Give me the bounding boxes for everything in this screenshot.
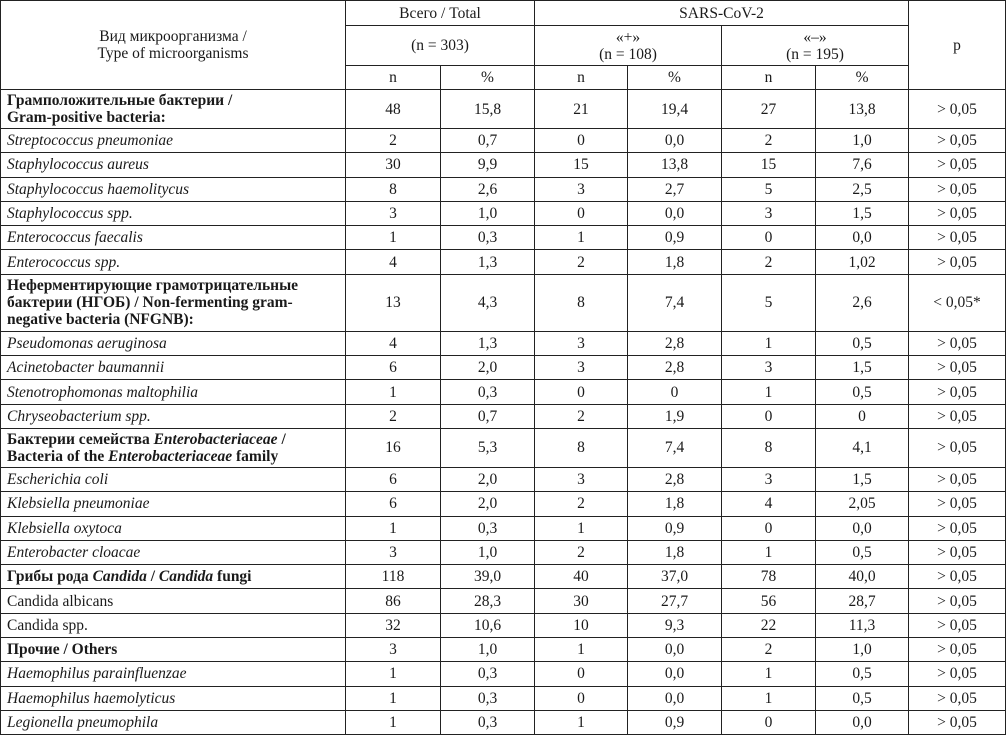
- organism-name: [1, 638, 346, 662]
- total-n-cell: 8: [346, 177, 441, 201]
- negative-pct-cell: 1,5: [816, 467, 909, 491]
- organism-name: [1, 274, 346, 331]
- organism-name-part: Enterobacter cloacae: [7, 544, 141, 561]
- total-n-cell: 6: [346, 356, 441, 380]
- organism-name: [1, 686, 346, 710]
- organism-name: [1, 589, 346, 613]
- table-row: [1, 540, 1006, 564]
- organism-name: [1, 331, 346, 355]
- negative-n-cell: 0: [722, 404, 816, 428]
- negative-pct-cell: 2,05: [816, 492, 909, 516]
- table-row: [1, 201, 1006, 225]
- negative-n-cell: 2: [722, 638, 816, 662]
- positive-n-cell: 1: [535, 638, 628, 662]
- p-value-cell: > 0,05: [909, 129, 1006, 153]
- positive-n-cell: 30: [535, 589, 628, 613]
- positive-pct-cell: 0: [628, 380, 722, 404]
- organism-name-part: Прочие / Others: [7, 641, 118, 659]
- p-value-cell: > 0,05: [909, 226, 1006, 250]
- organism-name-part: Enterobacteriaceae: [108, 447, 233, 465]
- table-row: [1, 380, 1006, 404]
- organism-name-part: Candida: [92, 568, 147, 586]
- subheader-n: n: [346, 66, 441, 90]
- positive-pct-cell: 0,0: [628, 201, 722, 225]
- p-value-cell: > 0,05: [909, 492, 1006, 516]
- positive-n-cell: 0: [535, 201, 628, 225]
- table-row: [1, 516, 1006, 540]
- negative-pct-cell: 1,5: [816, 201, 909, 225]
- total-n-cell: 1: [346, 662, 441, 686]
- negative-pct-cell: 13,8: [816, 90, 909, 129]
- total-pct-cell: 2,0: [441, 492, 535, 516]
- p-value-cell: > 0,05: [909, 404, 1006, 428]
- table-row: [1, 565, 1006, 589]
- total-pct-cell: 39,0: [441, 565, 535, 589]
- negative-n-cell: 4: [722, 492, 816, 516]
- positive-pct-cell: 0,9: [628, 226, 722, 250]
- negative-pct-cell: 1,0: [816, 638, 909, 662]
- positive-pct-cell: 2,8: [628, 467, 722, 491]
- p-value-cell: > 0,05: [909, 540, 1006, 564]
- total-pct-cell: 4,3: [441, 274, 535, 331]
- total-n-cell: 2: [346, 129, 441, 153]
- positive-n-cell: 1: [535, 516, 628, 540]
- negative-pct-cell: 4,1: [816, 428, 909, 467]
- subheader-pct: %: [816, 66, 909, 90]
- total-pct-cell: 0,3: [441, 380, 535, 404]
- positive-n-cell: 8: [535, 428, 628, 467]
- organism-name: [1, 404, 346, 428]
- table-row: [1, 226, 1006, 250]
- negative-pct-cell: 0,0: [816, 710, 909, 734]
- organism-name-part: Staphylococcus spp.: [7, 205, 133, 223]
- positive-pct-cell: 0,9: [628, 516, 722, 540]
- table-row: [1, 686, 1006, 710]
- negative-n-cell: 1: [722, 662, 816, 686]
- negative-pct-cell: 0,5: [816, 331, 909, 355]
- total-pct-cell: 0,3: [441, 686, 535, 710]
- organism-name-part: Enterococcus faecalis: [7, 229, 143, 247]
- negative-pct-cell: 0,5: [816, 686, 909, 710]
- organism-name-part: Staphylococcus aureus: [7, 156, 149, 174]
- negative-pct-cell: 0,0: [816, 226, 909, 250]
- negative-pct-cell: 28,7: [816, 589, 909, 613]
- organism-name-part: Enterobacteriaceae: [153, 430, 278, 448]
- organism-name: [1, 613, 346, 637]
- negative-n-cell: 5: [722, 177, 816, 201]
- column-header-type: Вид микроорганизма / Type of microorganisms: [1, 1, 346, 90]
- negative-n-cell: 56: [722, 589, 816, 613]
- positive-pct-cell: 1,8: [628, 250, 722, 274]
- p-value-cell: > 0,05: [909, 565, 1006, 589]
- total-pct-cell: 28,3: [441, 589, 535, 613]
- column-header-total: Всего / Total: [346, 1, 535, 26]
- total-pct-cell: 0,3: [441, 662, 535, 686]
- total-pct-cell: 1,0: [441, 540, 535, 564]
- positive-pct-cell: 0,9: [628, 710, 722, 734]
- negative-pct-cell: 0,0: [816, 516, 909, 540]
- negative-pct-cell: 2,5: [816, 177, 909, 201]
- organism-name-part: / Bacteria of the: [7, 430, 286, 465]
- organism-name-part: Haemophilus haemolyticus: [7, 689, 176, 707]
- organism-name: [1, 177, 346, 201]
- total-pct-cell: 5,3: [441, 428, 535, 467]
- positive-pct-cell: 19,4: [628, 90, 722, 129]
- organism-name: [1, 516, 346, 540]
- positive-n-cell: 8: [535, 274, 628, 331]
- total-n-cell: 48: [346, 90, 441, 129]
- positive-pct-cell: 13,8: [628, 153, 722, 177]
- total-pct-cell: 1,0: [441, 201, 535, 225]
- organism-name: [1, 90, 346, 129]
- table-row: [1, 404, 1006, 428]
- total-n-cell: 16: [346, 428, 441, 467]
- negative-pct-cell: 0: [816, 404, 909, 428]
- table-row: [1, 662, 1006, 686]
- total-n-cell: 6: [346, 467, 441, 491]
- p-value-cell: < 0,05*: [909, 274, 1006, 331]
- organism-name-part: Грамположительные бактерии / Gram-positive bacteria:: [7, 92, 233, 126]
- column-header-total-n: (n = 303): [346, 26, 535, 66]
- negative-n-cell: 2: [722, 250, 816, 274]
- positive-n-cell: 0: [535, 686, 628, 710]
- negative-n-cell: 27: [722, 90, 816, 129]
- positive-pct-cell: 7,4: [628, 428, 722, 467]
- table-row: [1, 177, 1006, 201]
- negative-n-cell: 5: [722, 274, 816, 331]
- negative-n-cell: 22: [722, 613, 816, 637]
- positive-n-cell: 3: [535, 331, 628, 355]
- negative-pct-cell: 7,6: [816, 153, 909, 177]
- negative-n-cell: 1: [722, 540, 816, 564]
- negative-n-cell: 1: [722, 686, 816, 710]
- total-n-cell: 118: [346, 565, 441, 589]
- positive-pct-cell: 2,8: [628, 356, 722, 380]
- total-n-cell: 3: [346, 540, 441, 564]
- p-value-cell: > 0,05: [909, 201, 1006, 225]
- negative-pct-cell: 1,02: [816, 250, 909, 274]
- organism-name-part: Candida spp.: [7, 616, 88, 634]
- total-pct-cell: 2,0: [441, 467, 535, 491]
- p-value-cell: > 0,05: [909, 710, 1006, 734]
- organism-name: [1, 226, 346, 250]
- total-n-cell: 1: [346, 516, 441, 540]
- organism-name: [1, 201, 346, 225]
- positive-n-cell: 3: [535, 356, 628, 380]
- table-row: [1, 467, 1006, 491]
- organism-name: [1, 565, 346, 589]
- p-value-cell: > 0,05: [909, 90, 1006, 129]
- negative-pct-cell: 1,5: [816, 356, 909, 380]
- organism-name-part: Stenotrophomonas maltophilia: [7, 383, 199, 401]
- organism-name-part: Enterococcus spp.: [7, 253, 121, 271]
- organism-name: [1, 467, 346, 491]
- column-header-positive: «+» (n = 108): [535, 26, 722, 66]
- organism-name: [1, 129, 346, 153]
- negative-pct-cell: 0,5: [816, 380, 909, 404]
- total-pct-cell: 15,8: [441, 90, 535, 129]
- organism-name-part: Escherichia coli: [7, 471, 109, 489]
- total-pct-cell: 0,3: [441, 710, 535, 734]
- positive-pct-cell: 0,0: [628, 662, 722, 686]
- positive-n-cell: 1: [535, 710, 628, 734]
- organism-name-part: /: [146, 568, 159, 586]
- positive-pct-cell: 27,7: [628, 589, 722, 613]
- organism-name-part: Pseudomonas aeruginosa: [7, 334, 167, 352]
- table-row: [1, 613, 1006, 637]
- table-body: [1, 90, 1006, 735]
- total-n-cell: 1: [346, 686, 441, 710]
- subheader-n: n: [722, 66, 816, 90]
- total-pct-cell: 0,3: [441, 516, 535, 540]
- organism-name-part: fungi: [213, 568, 252, 586]
- p-value-cell: > 0,05: [909, 250, 1006, 274]
- total-pct-cell: 9,9: [441, 153, 535, 177]
- column-header-sars: SARS-CoV-2: [535, 1, 909, 26]
- total-n-cell: 4: [346, 250, 441, 274]
- positive-n-cell: 2: [535, 540, 628, 564]
- table-row: [1, 428, 1006, 467]
- negative-pct-cell: 1,0: [816, 129, 909, 153]
- p-value-cell: > 0,05: [909, 380, 1006, 404]
- organism-name-part: Candida albicans: [7, 592, 114, 610]
- organism-name: [1, 492, 346, 516]
- positive-pct-cell: 2,8: [628, 331, 722, 355]
- negative-n-cell: 78: [722, 565, 816, 589]
- table-row: [1, 492, 1006, 516]
- total-n-cell: 3: [346, 201, 441, 225]
- column-header-negative: «–» (n = 195): [722, 26, 909, 66]
- organism-name-part: Candida: [158, 568, 214, 586]
- total-n-cell: 32: [346, 613, 441, 637]
- total-pct-cell: 2,6: [441, 177, 535, 201]
- positive-pct-cell: 7,4: [628, 274, 722, 331]
- organism-name: [1, 662, 346, 686]
- total-n-cell: 6: [346, 492, 441, 516]
- positive-pct-cell: 0,0: [628, 686, 722, 710]
- total-pct-cell: 1,3: [441, 250, 535, 274]
- organism-name: [1, 428, 346, 467]
- table-row: [1, 589, 1006, 613]
- positive-n-cell: 2: [535, 492, 628, 516]
- table-row: [1, 153, 1006, 177]
- p-value-cell: > 0,05: [909, 153, 1006, 177]
- organism-name-part: Klebsiella pneumoniae: [7, 495, 150, 513]
- p-value-cell: > 0,05: [909, 638, 1006, 662]
- p-value-cell: > 0,05: [909, 467, 1006, 491]
- negative-n-cell: 8: [722, 428, 816, 467]
- positive-n-cell: 3: [535, 467, 628, 491]
- organism-name-part: Staphylococcus haemolitycus: [7, 180, 190, 198]
- negative-n-cell: 0: [722, 516, 816, 540]
- table-row: [1, 638, 1006, 662]
- subheader-n: n: [535, 66, 628, 90]
- total-n-cell: 30: [346, 153, 441, 177]
- positive-n-cell: 2: [535, 250, 628, 274]
- organism-name-part: Legionella pneumophila: [7, 714, 159, 732]
- organism-name: [1, 540, 346, 564]
- positive-n-cell: 3: [535, 177, 628, 201]
- p-value-cell: > 0,05: [909, 516, 1006, 540]
- p-value-cell: > 0,05: [909, 613, 1006, 637]
- positive-n-cell: 15: [535, 153, 628, 177]
- total-pct-cell: 0,7: [441, 129, 535, 153]
- p-value-cell: > 0,05: [909, 428, 1006, 467]
- table-row: [1, 331, 1006, 355]
- negative-n-cell: 2: [722, 129, 816, 153]
- p-value-cell: > 0,05: [909, 356, 1006, 380]
- p-value-cell: > 0,05: [909, 177, 1006, 201]
- total-n-cell: 1: [346, 710, 441, 734]
- total-n-cell: 4: [346, 331, 441, 355]
- column-header-p: p: [909, 1, 1006, 90]
- positive-pct-cell: 1,8: [628, 540, 722, 564]
- negative-n-cell: 15: [722, 153, 816, 177]
- organism-name: [1, 356, 346, 380]
- total-pct-cell: 0,7: [441, 404, 535, 428]
- negative-pct-cell: 2,6: [816, 274, 909, 331]
- negative-pct-cell: 0,5: [816, 540, 909, 564]
- positive-pct-cell: 37,0: [628, 565, 722, 589]
- p-value-cell: > 0,05: [909, 589, 1006, 613]
- organism-name: [1, 710, 346, 734]
- organism-name-part: Streptococcus pneumoniae: [7, 132, 174, 150]
- organism-name-part: Haemophilus parainfluenzae: [7, 665, 187, 683]
- negative-n-cell: 3: [722, 201, 816, 225]
- total-pct-cell: 1,0: [441, 638, 535, 662]
- organism-name-part: family: [232, 447, 279, 465]
- p-value-cell: > 0,05: [909, 686, 1006, 710]
- table-row: [1, 90, 1006, 129]
- positive-pct-cell: 0,0: [628, 129, 722, 153]
- table-row: [1, 710, 1006, 734]
- positive-n-cell: 10: [535, 613, 628, 637]
- positive-pct-cell: 9,3: [628, 613, 722, 637]
- positive-pct-cell: 1,9: [628, 404, 722, 428]
- total-n-cell: 1: [346, 380, 441, 404]
- organism-name-part: Klebsiella oxytoca: [7, 519, 122, 537]
- organism-name-part: Chryseobacterium spp.: [7, 407, 151, 425]
- organism-name: [1, 380, 346, 404]
- total-n-cell: 1: [346, 226, 441, 250]
- total-pct-cell: 0,3: [441, 226, 535, 250]
- positive-n-cell: 40: [535, 565, 628, 589]
- organism-name-part: Неферментирующие грамотрицательные бактерии (НГОБ) / Non-fermenting gram-negative bacteria (NFGNB):: [7, 277, 299, 329]
- negative-n-cell: 3: [722, 467, 816, 491]
- total-n-cell: 3: [346, 638, 441, 662]
- table-row: [1, 356, 1006, 380]
- p-value-cell: > 0,05: [909, 331, 1006, 355]
- organism-name: [1, 250, 346, 274]
- negative-n-cell: 1: [722, 331, 816, 355]
- total-pct-cell: 2,0: [441, 356, 535, 380]
- total-pct-cell: 1,3: [441, 331, 535, 355]
- subheader-pct: %: [441, 66, 535, 90]
- organism-name-part: Бактерии семейства: [7, 430, 154, 448]
- positive-n-cell: 0: [535, 129, 628, 153]
- organism-name-part: Грибы рода: [7, 568, 93, 586]
- total-pct-cell: 10,6: [441, 613, 535, 637]
- positive-n-cell: 2: [535, 404, 628, 428]
- negative-pct-cell: 0,5: [816, 662, 909, 686]
- positive-pct-cell: 1,8: [628, 492, 722, 516]
- negative-n-cell: 0: [722, 226, 816, 250]
- negative-n-cell: 0: [722, 710, 816, 734]
- total-n-cell: 2: [346, 404, 441, 428]
- positive-n-cell: 1: [535, 226, 628, 250]
- table-row: [1, 250, 1006, 274]
- negative-pct-cell: 40,0: [816, 565, 909, 589]
- total-n-cell: 13: [346, 274, 441, 331]
- table-row: [1, 274, 1006, 331]
- p-value-cell: > 0,05: [909, 662, 1006, 686]
- positive-pct-cell: 2,7: [628, 177, 722, 201]
- negative-pct-cell: 11,3: [816, 613, 909, 637]
- total-n-cell: 86: [346, 589, 441, 613]
- positive-n-cell: 0: [535, 662, 628, 686]
- positive-n-cell: 0: [535, 380, 628, 404]
- table-row: [1, 129, 1006, 153]
- positive-n-cell: 21: [535, 90, 628, 129]
- negative-n-cell: 3: [722, 356, 816, 380]
- organism-name-part: Acinetobacter baumannii: [7, 359, 165, 377]
- subheader-pct: %: [628, 66, 722, 90]
- positive-pct-cell: 0,0: [628, 638, 722, 662]
- negative-n-cell: 1: [722, 380, 816, 404]
- organism-name: [1, 153, 346, 177]
